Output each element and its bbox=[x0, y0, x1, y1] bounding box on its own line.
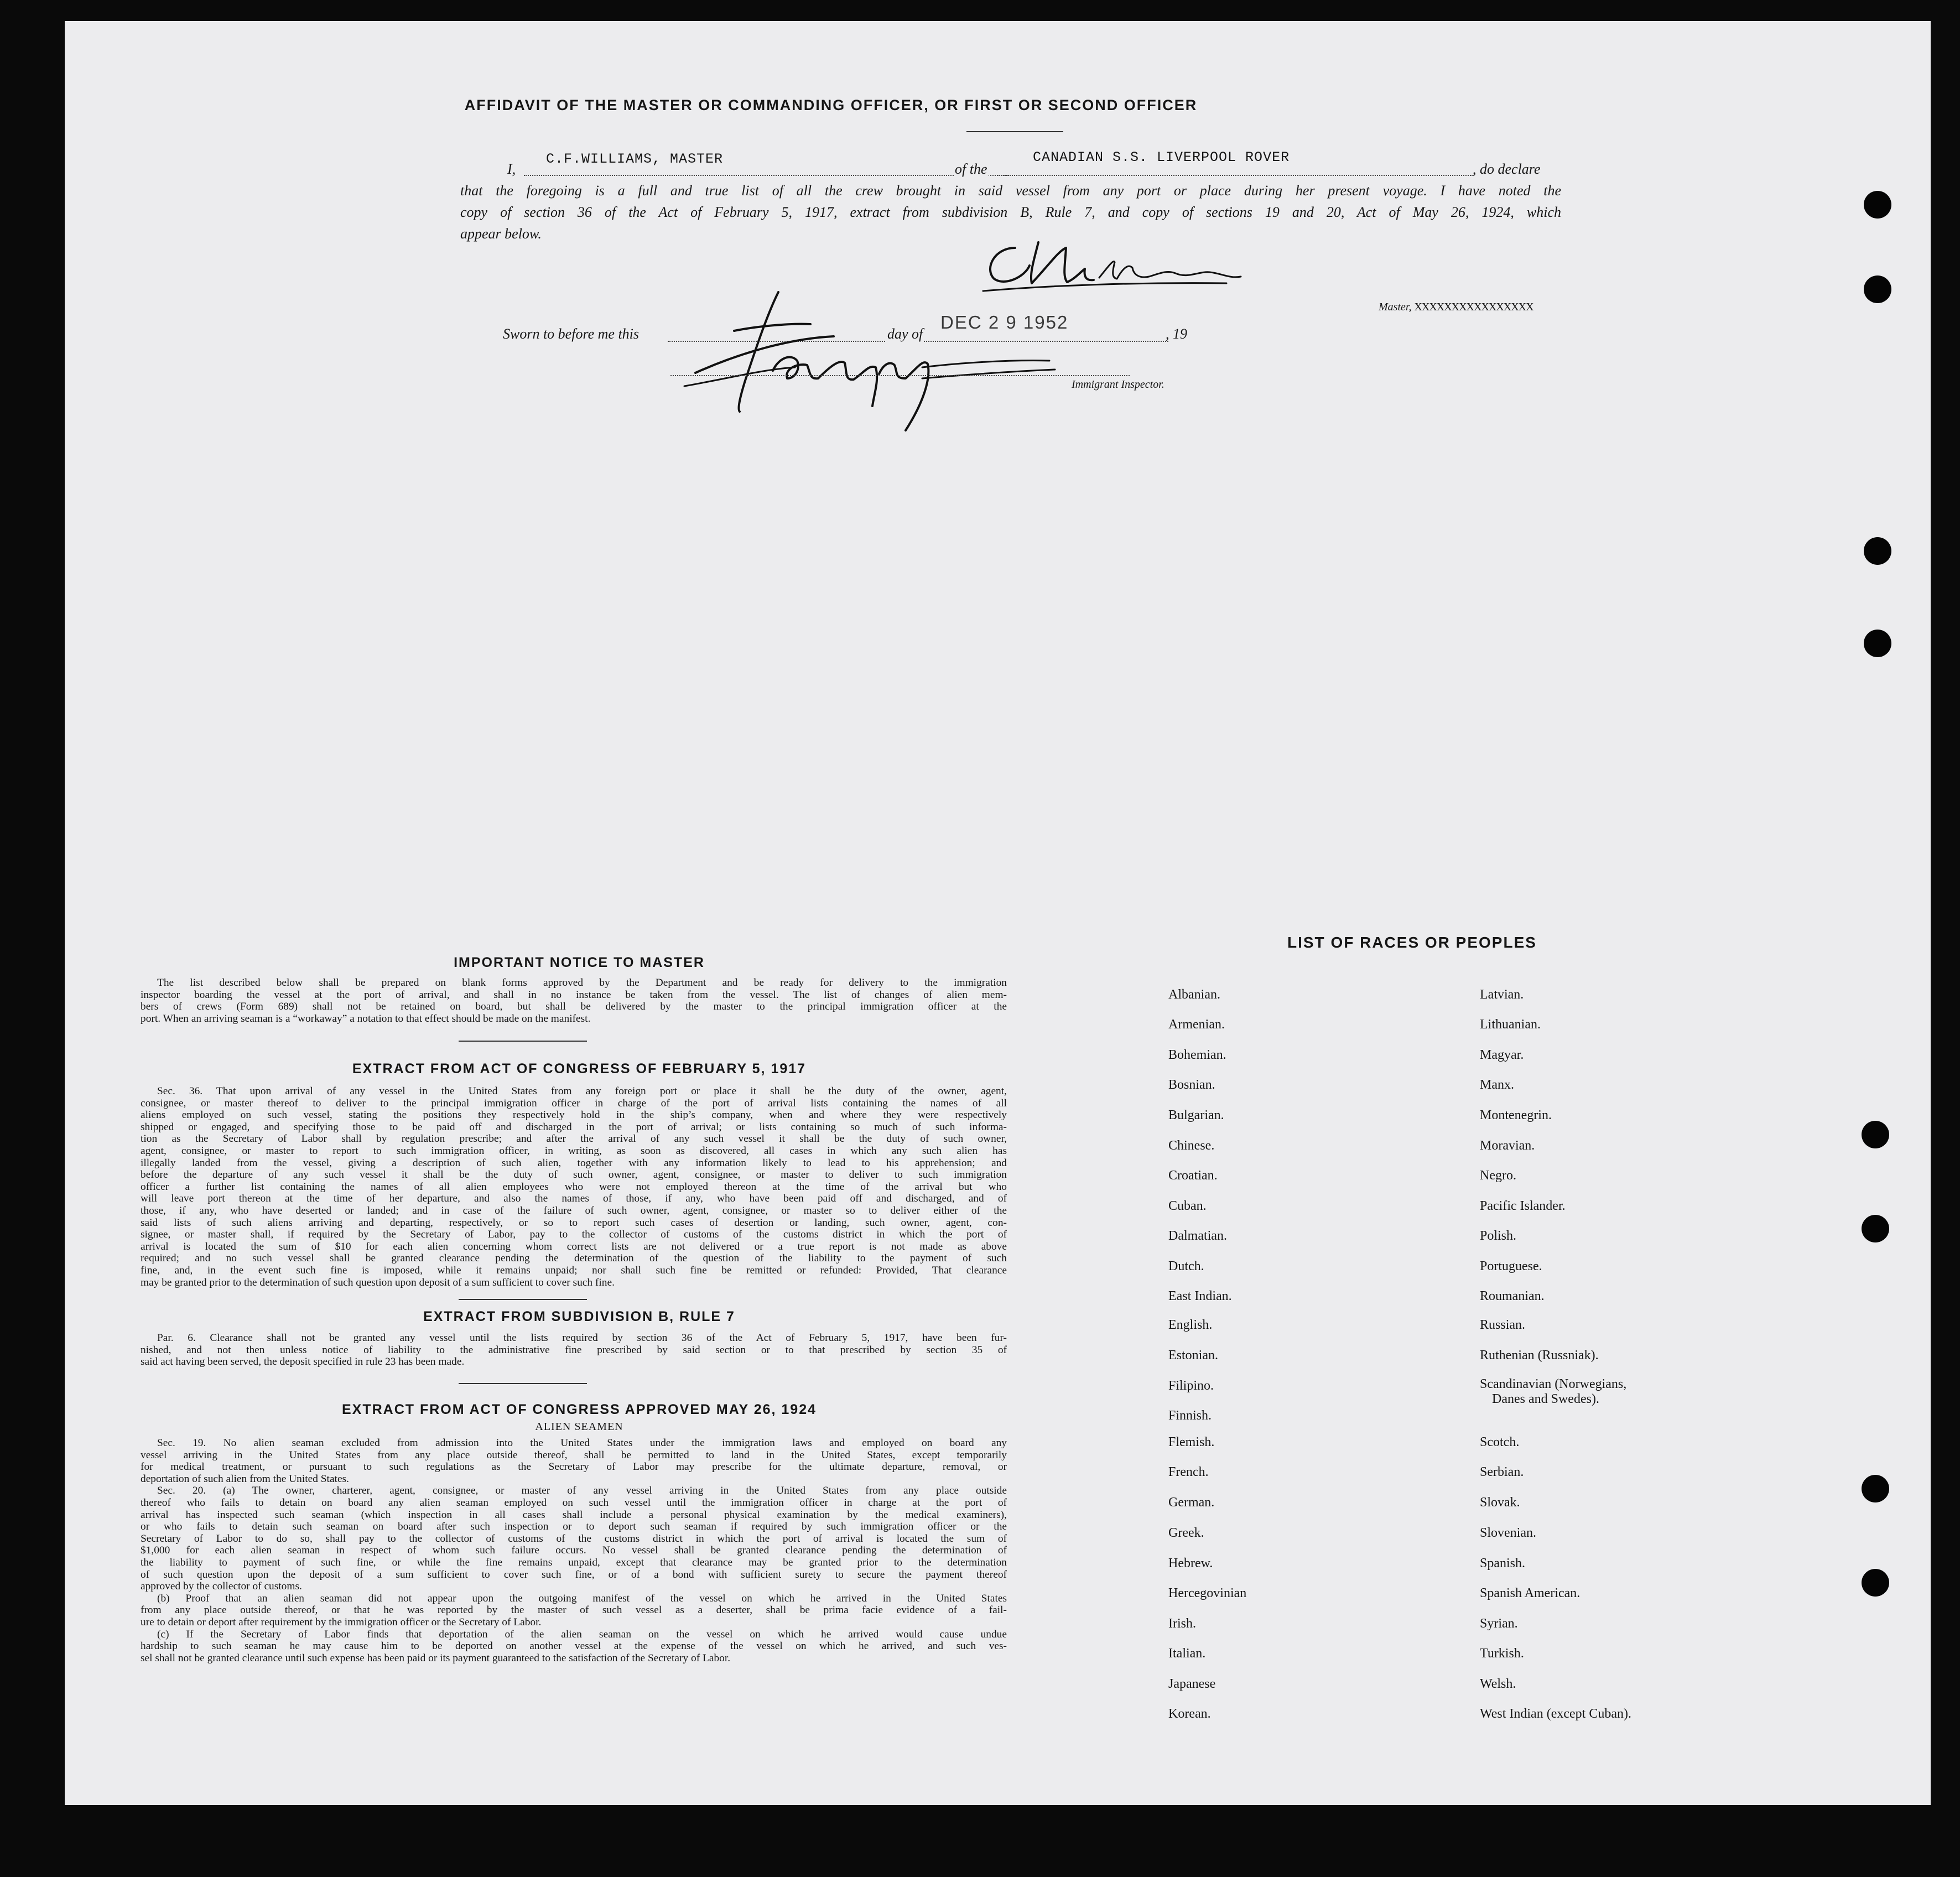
notice-line: bers of crews (Form 689) shall not be retained on board, but shall be delivered by the master to the principal immigration officer at the bbox=[141, 1001, 1007, 1013]
extract-1917-line: officer a further list containing the names of all alien employees who were not employed thereon at the time of the arrival but who bbox=[141, 1181, 1007, 1193]
race-item: Korean. bbox=[1168, 1707, 1211, 1721]
races-title: LIST OF RACES OR PEOPLES bbox=[1287, 934, 1537, 951]
extract-1924-line: (b) Proof that an alien seaman did not appear upon the outgoing manifest of the vessel on which he arrived in the United States bbox=[157, 1592, 1007, 1604]
race-item: Welsh. bbox=[1480, 1677, 1516, 1691]
extract-1917-line: may be granted prior to the determination of such question upon deposit of a sum sufficient to cover such fine. bbox=[141, 1276, 615, 1288]
punch-hole bbox=[1862, 1215, 1889, 1242]
extract-rule7-line: nished, and not then unless notice of liability to the administrative fine prescribed by said section or to that prescribed by section 35 of bbox=[141, 1344, 1007, 1356]
race-item: Polish. bbox=[1480, 1229, 1517, 1243]
race-item: Hebrew. bbox=[1168, 1556, 1213, 1571]
inspector-caption: Immigrant Inspector. bbox=[1072, 378, 1164, 391]
race-item: Estonian. bbox=[1168, 1348, 1218, 1363]
race-item: Dalmatian. bbox=[1168, 1229, 1227, 1243]
race-item: Filipino. bbox=[1168, 1379, 1214, 1393]
master-caption-text: Master, bbox=[1379, 301, 1412, 313]
extract-1924-subtitle: ALIEN SEAMEN bbox=[535, 1421, 623, 1433]
extract-1917-line: fine, and, in the event such fine is imposed, while it remains unpaid; nor shall such fine be remitted or refunded: Provided, That clearance bbox=[141, 1264, 1007, 1276]
section-divider bbox=[459, 1299, 587, 1300]
race-item: Pacific Islander. bbox=[1480, 1199, 1566, 1213]
race-item: Syrian. bbox=[1480, 1616, 1518, 1631]
date-stamp: DEC 2 9 1952 bbox=[940, 312, 1069, 332]
race-item: Spanish. bbox=[1480, 1556, 1526, 1571]
inspector-signature bbox=[662, 270, 1083, 436]
race-item: Irish. bbox=[1168, 1616, 1196, 1631]
master-caption-struck: XXXXXXXXXXXXXXXX bbox=[1414, 301, 1533, 313]
extract-rule7-line: said act having been served, the deposit specified in rule 23 has been made. bbox=[141, 1356, 465, 1368]
race-item: Japanese bbox=[1168, 1677, 1216, 1691]
notice-line: The list described below shall be prepared on blank forms approved by the Department and be ready for delivery to the immigration bbox=[157, 977, 1007, 989]
race-item: Slovenian. bbox=[1480, 1526, 1536, 1540]
extract-1917-line: aliens employed on such vessel, stating the positions they respectively hold in the ship’s company, when and where they were respectively bbox=[141, 1109, 1007, 1121]
extract-1924-line: ure to detain or deport after requirement by the immigration officer or the Secretary of Labor. bbox=[141, 1616, 542, 1628]
extract-1917-body bbox=[141, 1085, 1007, 1288]
extract-1924-line: sel shall not be granted clearance until such expense has been paid or its payment guaranteed to the satisfaction of the Secretary of Labor. bbox=[141, 1652, 731, 1664]
race-item: Chinese. bbox=[1168, 1138, 1215, 1153]
extract-rule7-title: EXTRACT FROM SUBDIVISION B, RULE 7 bbox=[423, 1309, 735, 1324]
affidavit-i-label: I, bbox=[507, 161, 516, 177]
extract-1924-line: vessel arriving in the United States from any place outside thereof, shall be permitted to land in the United States, except temporarily bbox=[141, 1449, 1007, 1461]
punch-hole bbox=[1864, 275, 1891, 303]
race-item: Moravian. bbox=[1480, 1138, 1535, 1153]
race-item: Danes and Swedes). bbox=[1492, 1392, 1599, 1406]
day-of-label: day of bbox=[887, 326, 923, 342]
extract-1917-line: illegally landed from the vessel, giving a description of such alien, together with any information likely to lead to his apprehension; and bbox=[141, 1157, 1007, 1169]
extract-1917-title: EXTRACT FROM ACT OF CONGRESS OF FEBRUARY 5, 1917 bbox=[352, 1061, 807, 1077]
of-the-label: of the bbox=[955, 161, 987, 177]
race-item: Bosnian. bbox=[1168, 1078, 1215, 1092]
affidavit-line-2: copy of section 36 of the Act of February 5, 1917, extract from subdivision B, Rule 7, and copy of sections 19 and 20, Act of May 26, 1924, which bbox=[460, 204, 1561, 220]
punch-hole bbox=[1864, 191, 1891, 219]
title-divider bbox=[966, 131, 1063, 132]
document-page bbox=[65, 21, 1931, 1805]
extract-1924-line: the liability to payment of such fine, or while the fine remains unpaid, except that clearance may be granted prior to the determination bbox=[141, 1556, 1007, 1568]
race-item: Spanish American. bbox=[1480, 1586, 1581, 1600]
extract-1924-line: hardship to such seaman he may cause him to be deported on another vessel at the expense of the vessel on which he arrived, and such ves- bbox=[141, 1640, 1007, 1652]
extract-1917-line: tion as the Secretary of Labor shall by regulation prescribe; and after the arrival of any such vessel it shall be the duty of such owner, bbox=[141, 1133, 1007, 1145]
extract-1924-line: of such question upon the deposit of a sum sufficient to cover such fine, or of a bond with sufficient surety to secure the payment thereof bbox=[141, 1568, 1007, 1580]
race-item: German. bbox=[1168, 1495, 1215, 1510]
race-item: Serbian. bbox=[1480, 1465, 1524, 1479]
extract-1917-line: said lists of such aliens arriving and departing, respectively, or so to report such cases of desertion or landing, such owner, agent, con- bbox=[141, 1216, 1007, 1229]
race-item: Lithuanian. bbox=[1480, 1017, 1541, 1032]
punch-hole bbox=[1862, 1569, 1889, 1597]
do-declare-label: , do declare bbox=[1473, 161, 1541, 177]
race-item: Scotch. bbox=[1480, 1435, 1520, 1449]
race-item: Bohemian. bbox=[1168, 1048, 1226, 1062]
race-item: Flemish. bbox=[1168, 1435, 1215, 1449]
race-item: French. bbox=[1168, 1465, 1209, 1479]
extract-1924-title: EXTRACT FROM ACT OF CONGRESS APPROVED MAY 26, 1924 bbox=[341, 1402, 817, 1417]
extract-1917-line: consignee, or master thereof to deliver to the principal immigration officer in charge of the port of arrival lists containing the names of all bbox=[141, 1097, 1007, 1109]
extract-1917-line: arrival is located the sum of $10 for each alien concerning whom correct lists are not delivered or a true report is not made as above bbox=[141, 1240, 1007, 1252]
race-item: West Indian (except Cuban). bbox=[1480, 1707, 1631, 1721]
section-divider bbox=[459, 1383, 587, 1384]
extract-rule7-line: Par. 6. Clearance shall not be granted any vessel until the lists required by section 36 of the Act of February 5, 1917, have been fur- bbox=[157, 1332, 1007, 1344]
race-item: Finnish. bbox=[1168, 1408, 1212, 1423]
race-item: Croatian. bbox=[1168, 1168, 1218, 1183]
extract-1917-line: before the departure of any such vessel it shall be the duty of such owner, agent, consignee, or master to deliver to such immigration bbox=[141, 1169, 1007, 1181]
master-name-field: C.F.WILLIAMS, MASTER bbox=[546, 151, 724, 167]
extract-1924-line: arrival has inspected such seaman (which inspection in all cases shall include a personal physical examination by the medical examiners), bbox=[141, 1509, 1007, 1521]
extract-1924-line: from any place outside thereof, or that he was reported by the master of such vessel as a deserter, shall be prima facie evidence of a fail- bbox=[141, 1604, 1007, 1616]
race-item: Greek. bbox=[1168, 1526, 1204, 1540]
affidavit-line-3: appear below. bbox=[460, 226, 542, 242]
race-item: Armenian. bbox=[1168, 1017, 1225, 1032]
extract-1924-line: Sec. 20. (a) The owner, charterer, agent, consignee, or master of any vessel arriving in the United States from any place outside bbox=[157, 1485, 1007, 1497]
sworn-label: Sworn to before me this bbox=[503, 326, 640, 342]
race-item: Bulgarian. bbox=[1168, 1108, 1224, 1122]
race-item: Russian. bbox=[1480, 1318, 1526, 1332]
master-caption bbox=[1379, 301, 1533, 314]
punch-hole bbox=[1862, 1475, 1889, 1502]
race-item: Negro. bbox=[1480, 1168, 1516, 1183]
extract-1924-line: $1,000 for each alien seaman in respect of whom such failure occurs. No vessel shall be granted clearance pending the determination of bbox=[141, 1545, 1007, 1557]
extract-1924-line: for medical treatment, or pursuant to such regulations as the Secretary of Labor may prescribe for the ultimate departure, removal, or bbox=[141, 1461, 1007, 1473]
extract-1924-line: approved by the collector of customs. bbox=[141, 1580, 302, 1593]
extract-1924-line: thereof who fails to detain on board any alien seaman employed on such vessel until the immigration officer in charge at the port of bbox=[141, 1496, 1007, 1509]
notice-body bbox=[141, 977, 1007, 1025]
race-item: Ruthenian (Russniak). bbox=[1480, 1348, 1599, 1363]
inspector-line bbox=[670, 360, 1130, 376]
extract-1917-line: will leave port thereon at the time of her departure, and also the names of those, if any, who have been paid off and discharged, and of bbox=[141, 1193, 1007, 1205]
race-item: Manx. bbox=[1480, 1078, 1514, 1092]
extract-rule7-body bbox=[141, 1332, 1007, 1368]
race-item: Magyar. bbox=[1480, 1048, 1524, 1062]
race-item: Latvian. bbox=[1480, 987, 1524, 1002]
race-item: Italian. bbox=[1168, 1646, 1206, 1661]
race-item: Dutch. bbox=[1168, 1259, 1204, 1273]
race-item: English. bbox=[1168, 1318, 1213, 1332]
extract-1917-line: agent, consignee, or master to report to such immigration officer, in writing, as soon as discovered, all cases in which any such alien has bbox=[141, 1145, 1007, 1157]
punch-hole bbox=[1864, 630, 1891, 657]
punch-hole bbox=[1862, 1121, 1889, 1148]
year-prefix: , 19 bbox=[1166, 326, 1187, 342]
extract-1924-body bbox=[141, 1437, 1007, 1664]
extract-1917-line: shipped or engaged, and specifying those to be paid off and discharged in the port of arrival; or lists containing so much of such informa- bbox=[141, 1121, 1007, 1133]
section-divider bbox=[459, 1041, 587, 1042]
extract-1924-line: deportation of such alien from the United States. bbox=[141, 1473, 349, 1485]
race-item: Portuguese. bbox=[1480, 1259, 1542, 1273]
extract-1917-line: signee, or master shall, if required by the Secretary of Labor, pay to the collector of customs of the customs district in which the port of bbox=[141, 1229, 1007, 1241]
race-item: East Indian. bbox=[1168, 1289, 1232, 1303]
punch-hole bbox=[1864, 537, 1891, 565]
extract-1924-line: Sec. 19. No alien seaman excluded from admission into the United States under the immigration laws and employed on board any bbox=[157, 1437, 1007, 1449]
race-item: Roumanian. bbox=[1480, 1289, 1545, 1303]
race-item: Turkish. bbox=[1480, 1646, 1524, 1661]
race-item: Slovak. bbox=[1480, 1495, 1520, 1510]
extract-1917-line: required; and no such vessel shall be granted clearance pending the determination of the question of the liability to the payment of such bbox=[141, 1252, 1007, 1265]
vessel-name-field: CANADIAN S.S. LIVERPOOL ROVER bbox=[1033, 149, 1290, 165]
extract-1917-line: Sec. 36. That upon arrival of any vessel in the United States from any foreign port or place it shall be the duty of the owner, agent, bbox=[157, 1085, 1007, 1097]
race-item: Montenegrin. bbox=[1480, 1108, 1552, 1122]
extract-1924-line: or who fails to detain such seaman on board after such inspection or to deport such seaman if required by such immigration officer or the bbox=[141, 1521, 1007, 1533]
extract-1924-line: Secretary of Labor to do so, shall pay to the collector of customs of the customs district in which the port of arrival is located the sum of bbox=[141, 1532, 1007, 1545]
race-item: Hercegovinian bbox=[1168, 1586, 1247, 1600]
notice-line: inspector boarding the vessel at the port of arrival, and shall in no instance be taken from the vessel. The list of changes of alien mem- bbox=[141, 989, 1007, 1001]
notice-title: IMPORTANT NOTICE TO MASTER bbox=[454, 955, 705, 970]
race-item: Scandinavian (Norwegians, bbox=[1480, 1377, 1627, 1391]
extract-1924-line: (c) If the Secretary of Labor finds that deportation of the alien seaman on the vessel on which he arrived would cause undue bbox=[157, 1628, 1007, 1640]
notice-line: port. When an arriving seaman is a “workaway” a notation to that effect should be made on the manifest. bbox=[141, 1012, 591, 1025]
affidavit-line-1: that the foregoing is a full and true list of all the crew brought in said vessel from any port or place during her present voyage. I have noted the bbox=[460, 183, 1561, 199]
race-item: Cuban. bbox=[1168, 1199, 1207, 1213]
race-item: Albanian. bbox=[1168, 987, 1220, 1002]
affidavit-title: AFFIDAVIT OF THE MASTER OR COMMANDING OFFICER, OR FIRST OR SECOND OFFICER bbox=[464, 97, 1198, 113]
extract-1917-line: those, if any, who have deserted or landed; and in case of the failure of such owner, agent, consignee, or master so to deliver either of the bbox=[141, 1204, 1007, 1216]
